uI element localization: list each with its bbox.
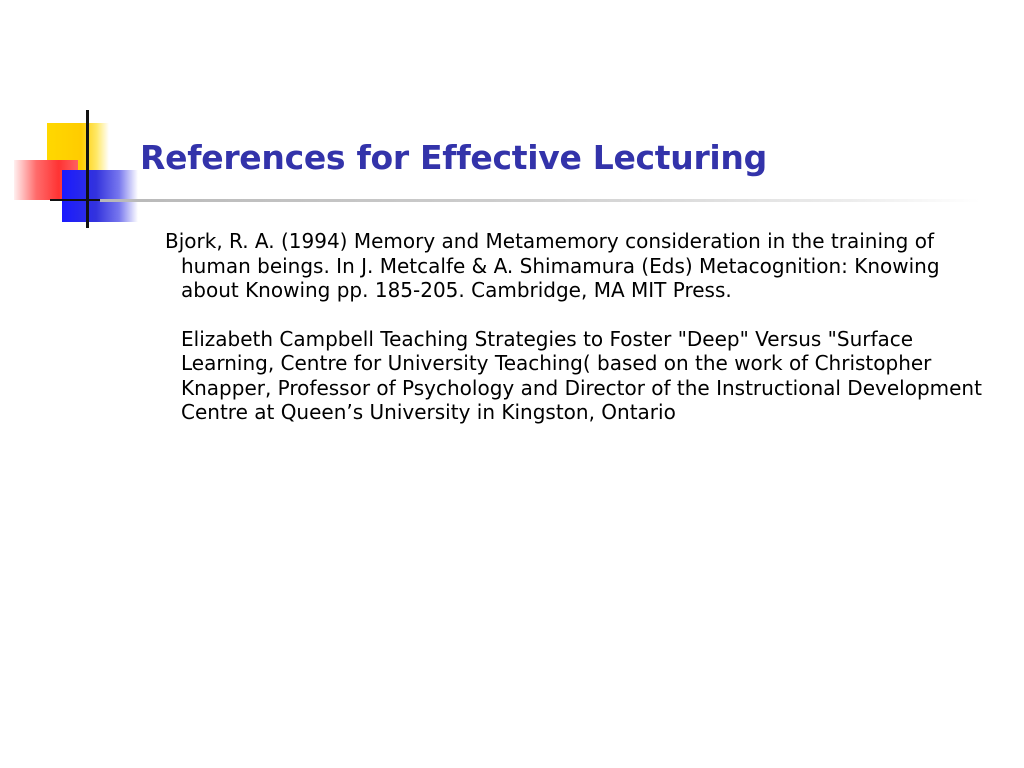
vertical-line	[86, 110, 89, 228]
reference-list	[165, 229, 985, 425]
reference-item-bjork: Bjork, R. A. (1994) Memory and Metamemory consideration in the training of human beings. In J. Metcalfe & A. Shimamura (Eds) Metacognition: Knowing about Knowing pp. 185-205. Cambridge, MA MIT Press.	[165, 229, 940, 302]
title-divider	[100, 199, 980, 202]
blue-square	[62, 170, 138, 222]
decorative-squares-logo	[0, 0, 160, 240]
slide-title: References for Effective Lecturing	[140, 138, 767, 177]
reference-item-campbell: Elizabeth Campbell Teaching Strategies to Foster "Deep" Versus "Surface Learning, Centre for University Teaching( based on the work of Christopher Knapper, Professor of Psychology and Director of the Instructional Development Centre at Queen’s University in Kingston, Ontario	[181, 326, 982, 424]
